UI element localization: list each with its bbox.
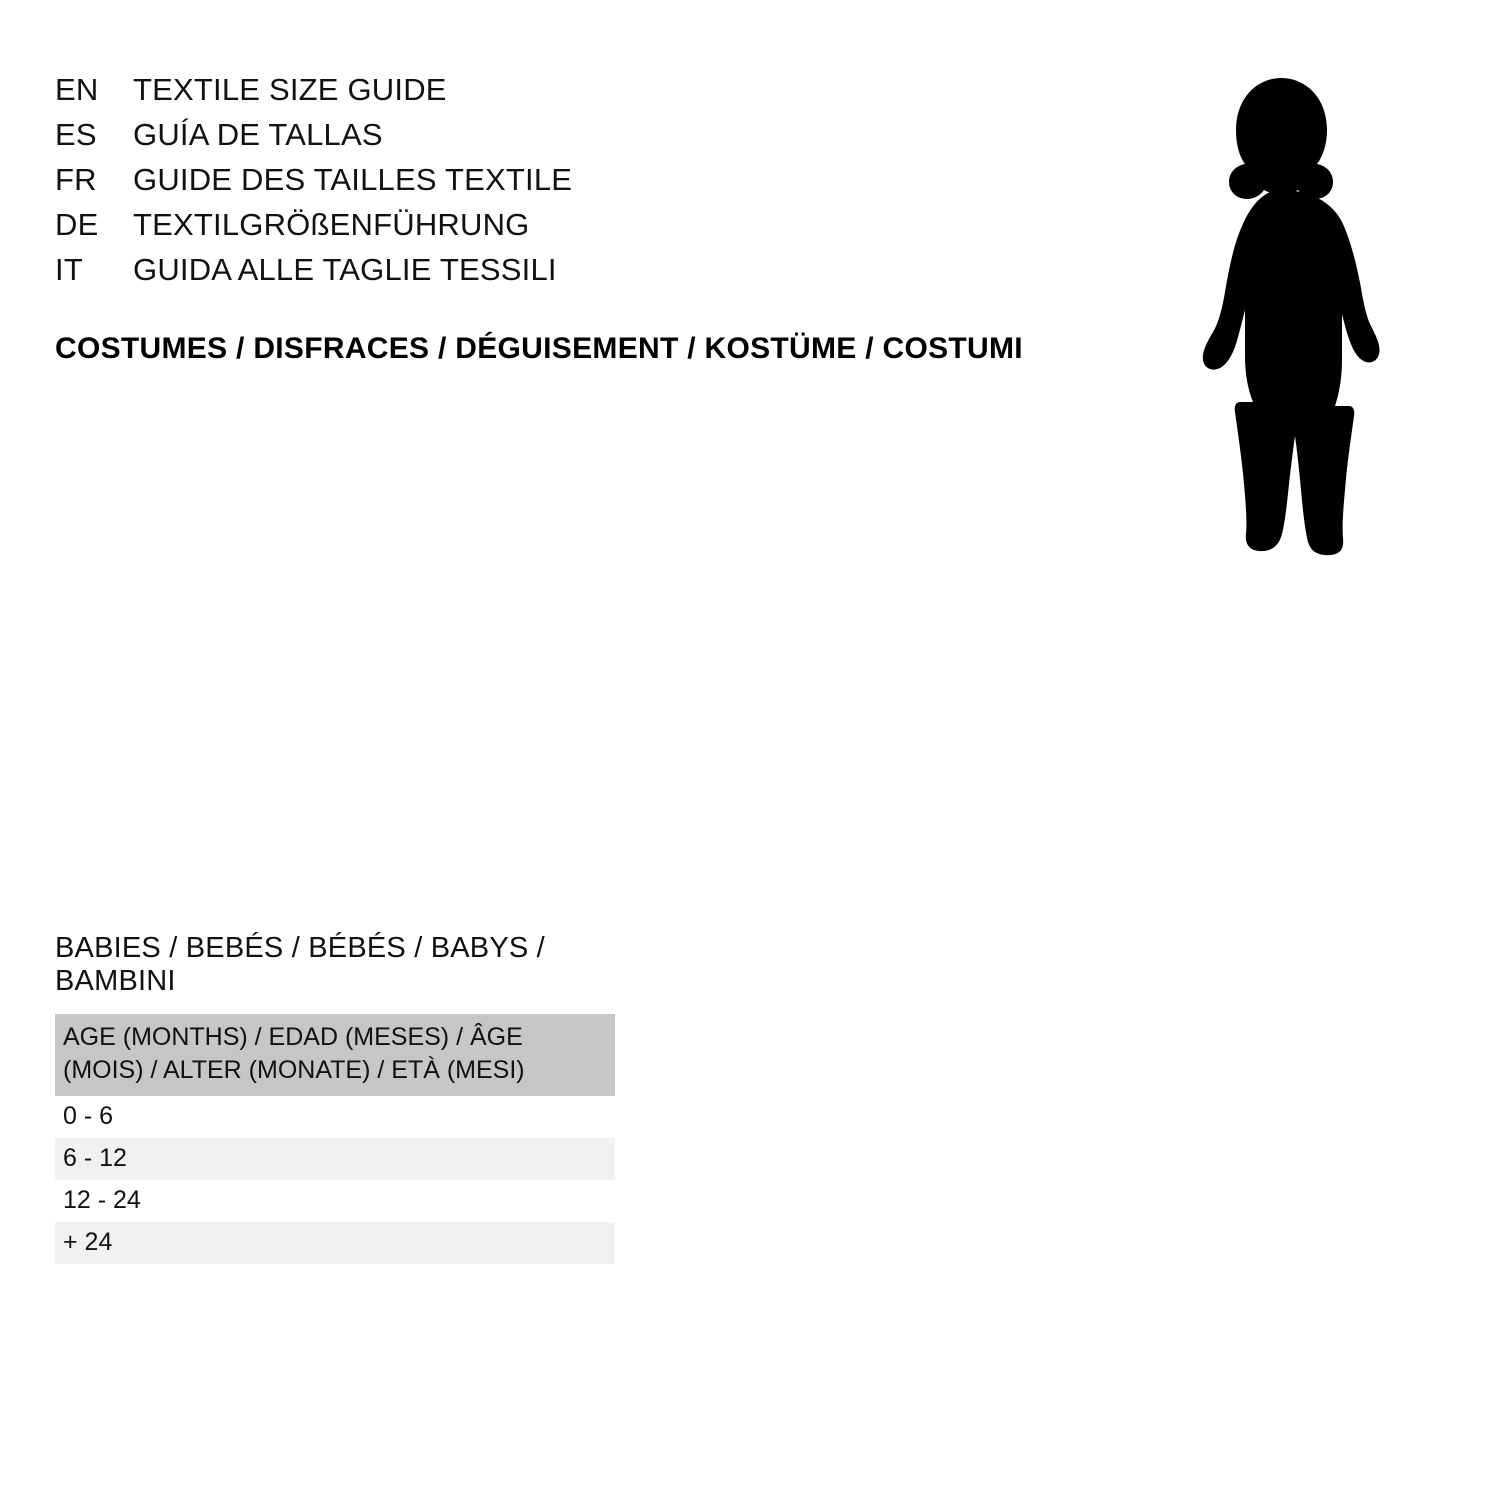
language-list bbox=[55, 72, 755, 297]
language-code: FR bbox=[55, 162, 97, 197]
language-code: IT bbox=[55, 252, 83, 287]
language-row bbox=[55, 252, 755, 297]
size-table-heading: BABIES / BEBÉS / BÉBÉS / BABYS / BAMBINI bbox=[55, 932, 545, 997]
cell-age-range: + 24 bbox=[55, 1222, 615, 1264]
language-label: TEXTILE SIZE GUIDE bbox=[133, 72, 447, 107]
cell-age-range: 12 - 24 bbox=[55, 1180, 615, 1222]
language-label: GUIDE DES TAILLES TEXTILE bbox=[133, 162, 573, 197]
language-label: TEXTILGRÖßENFÜHRUNG bbox=[133, 207, 530, 242]
language-code: ES bbox=[55, 117, 97, 152]
language-row bbox=[55, 207, 755, 252]
table-row bbox=[55, 1180, 615, 1222]
cell-age-range: 0 - 6 bbox=[55, 1096, 615, 1138]
column-header-age: AGE (MONTHS) / EDAD (MESES) / ÂGE (MOIS) / ALTER (MONATE) / ETÀ (MESI) bbox=[55, 1014, 615, 1096]
table-row bbox=[55, 1138, 615, 1180]
language-code: DE bbox=[55, 207, 99, 242]
language-label: GUÍA DE TALLAS bbox=[133, 117, 383, 152]
category-title: COSTUMES / DISFRACES / DÉGUISEMENT / KOSTÜME / COSTUMI bbox=[55, 332, 1023, 365]
toddler-silhouette-illustration bbox=[1105, 60, 1435, 560]
language-row bbox=[55, 162, 755, 207]
table-row bbox=[55, 1096, 615, 1138]
language-row bbox=[55, 72, 755, 117]
size-table-section bbox=[55, 932, 615, 1264]
language-code: EN bbox=[55, 72, 99, 107]
size-table bbox=[55, 1014, 615, 1264]
table-header-row bbox=[55, 1014, 615, 1096]
language-row bbox=[55, 117, 755, 162]
table-row bbox=[55, 1222, 615, 1264]
cell-age-range: 6 - 12 bbox=[55, 1138, 615, 1180]
language-label: GUIDA ALLE TAGLIE TESSILI bbox=[133, 252, 557, 287]
